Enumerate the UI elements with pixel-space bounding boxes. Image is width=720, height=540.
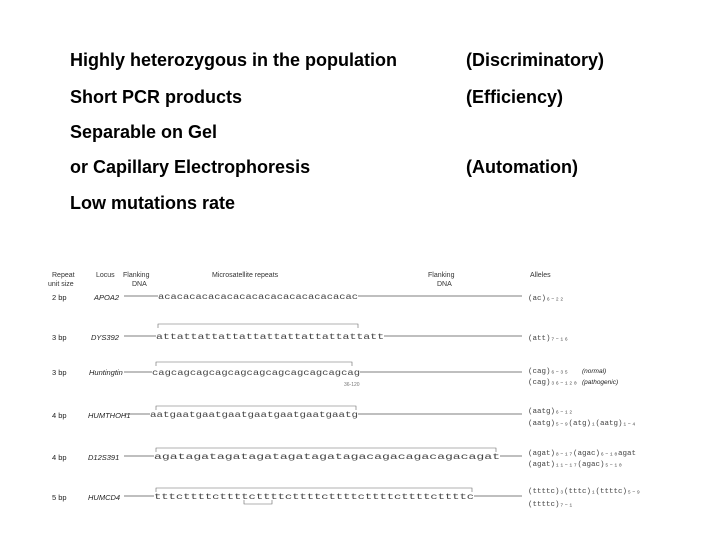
- allele-range: (agat)₈₋₁₇(agac)₆₋₁₀agat: [528, 450, 637, 458]
- repeat-sequence: agatagatagatagatagatagatagacagacagacagacagat: [154, 452, 500, 462]
- header-alleles: Alleles: [530, 272, 551, 279]
- repeat-size: 3 bp: [52, 368, 67, 377]
- row-apoa2: [52, 292, 564, 303]
- repeat-sequence: tttcttttcttttcttttcttttcttttcttttcttttcttttc: [154, 492, 474, 502]
- repeat-sequence: acacacacacacacacacacacacacacacac: [158, 292, 358, 302]
- repeat-size: 3 bp: [52, 333, 67, 342]
- allele-range: (att)₇₋₁₆: [528, 335, 569, 343]
- locus-name: DYS392: [91, 333, 119, 342]
- bullet-low-mutation: Low mutations rate: [70, 193, 236, 213]
- row-d12s391: [52, 448, 636, 469]
- repeat-sequence: aatgaatgaatgaatgaatgaatgaatgaatg: [150, 410, 358, 420]
- locus-name: APOA2: [94, 293, 120, 302]
- allele-range: (ac)₆₋₂₂: [528, 295, 565, 303]
- repeat-sequence: cagcagcagcagcagcagcagcagcagcagcag: [152, 368, 360, 378]
- repeat-size: 4 bp: [52, 453, 67, 462]
- header-repeat: Repeat: [52, 272, 75, 279]
- repeat-size: 2 bp: [52, 293, 67, 302]
- allele-pathogenic: (cag)₃₆₋₁₂₀: [528, 379, 578, 387]
- bullet-capillary: or Capillary Electrophoresis: [70, 157, 311, 177]
- header-unit-size: unit size: [48, 281, 74, 288]
- allele-variant: (aatg)₅₋₉(atg)₁(aatg)₁₋₄: [528, 420, 637, 428]
- bullet-efficiency: (Efficiency): [466, 87, 564, 107]
- repeat-size: 4 bp: [52, 411, 67, 420]
- header-flanking-left: Flanking: [123, 272, 150, 279]
- bullet-automation: (Automation): [466, 157, 578, 177]
- row-huntingtin: [52, 362, 618, 388]
- row-dys392: [52, 324, 569, 343]
- header-flanking-left-dna: DNA: [132, 281, 147, 288]
- row-humcd4: [52, 488, 641, 509]
- repeat-sequence: attattattattattattattattattattatt: [156, 332, 384, 342]
- header-microsatellite: Microsatellite repeats: [212, 272, 279, 279]
- microsatellite-diagram: [0, 260, 720, 540]
- locus-name: Huntingtin: [89, 368, 123, 377]
- header-flanking-right-dna: DNA: [437, 281, 452, 288]
- locus-name: D12S391: [88, 453, 120, 462]
- bullet-discriminatory: (Discriminatory): [466, 50, 605, 70]
- allele-normal: (cag)₆₋₃₅: [528, 368, 569, 376]
- locus-name: HUMTHOH1: [88, 411, 131, 420]
- bullet-separable-gel: Separable on Gel: [70, 122, 218, 142]
- note-pathogenic: (pathogenic): [582, 379, 619, 386]
- allele-variant: (agat)₁₁₋₁₇(agac)₅₋₁₀: [528, 461, 623, 469]
- header-flanking-right: Flanking: [428, 272, 455, 279]
- note-normal: (normal): [582, 368, 607, 375]
- allele-range: (aatg)₆₋₁₂: [528, 408, 574, 416]
- locus-name: HUMCD4: [88, 493, 121, 502]
- repeat-count-marker: 36-120: [344, 382, 360, 388]
- repeat-size: 5 bp: [52, 493, 67, 502]
- bullet-short-pcr: Short PCR products: [70, 87, 243, 107]
- header-locus: Locus: [96, 272, 115, 279]
- bullet-heterozygous: Highly heterozygous in the population: [70, 50, 397, 70]
- allele-range: (ttttc)₃(tttc)₁(ttttc)₅₋₉: [528, 488, 641, 496]
- row-humthoh1: [52, 406, 636, 428]
- allele-variant: (ttttc)₇₋₁: [528, 501, 574, 509]
